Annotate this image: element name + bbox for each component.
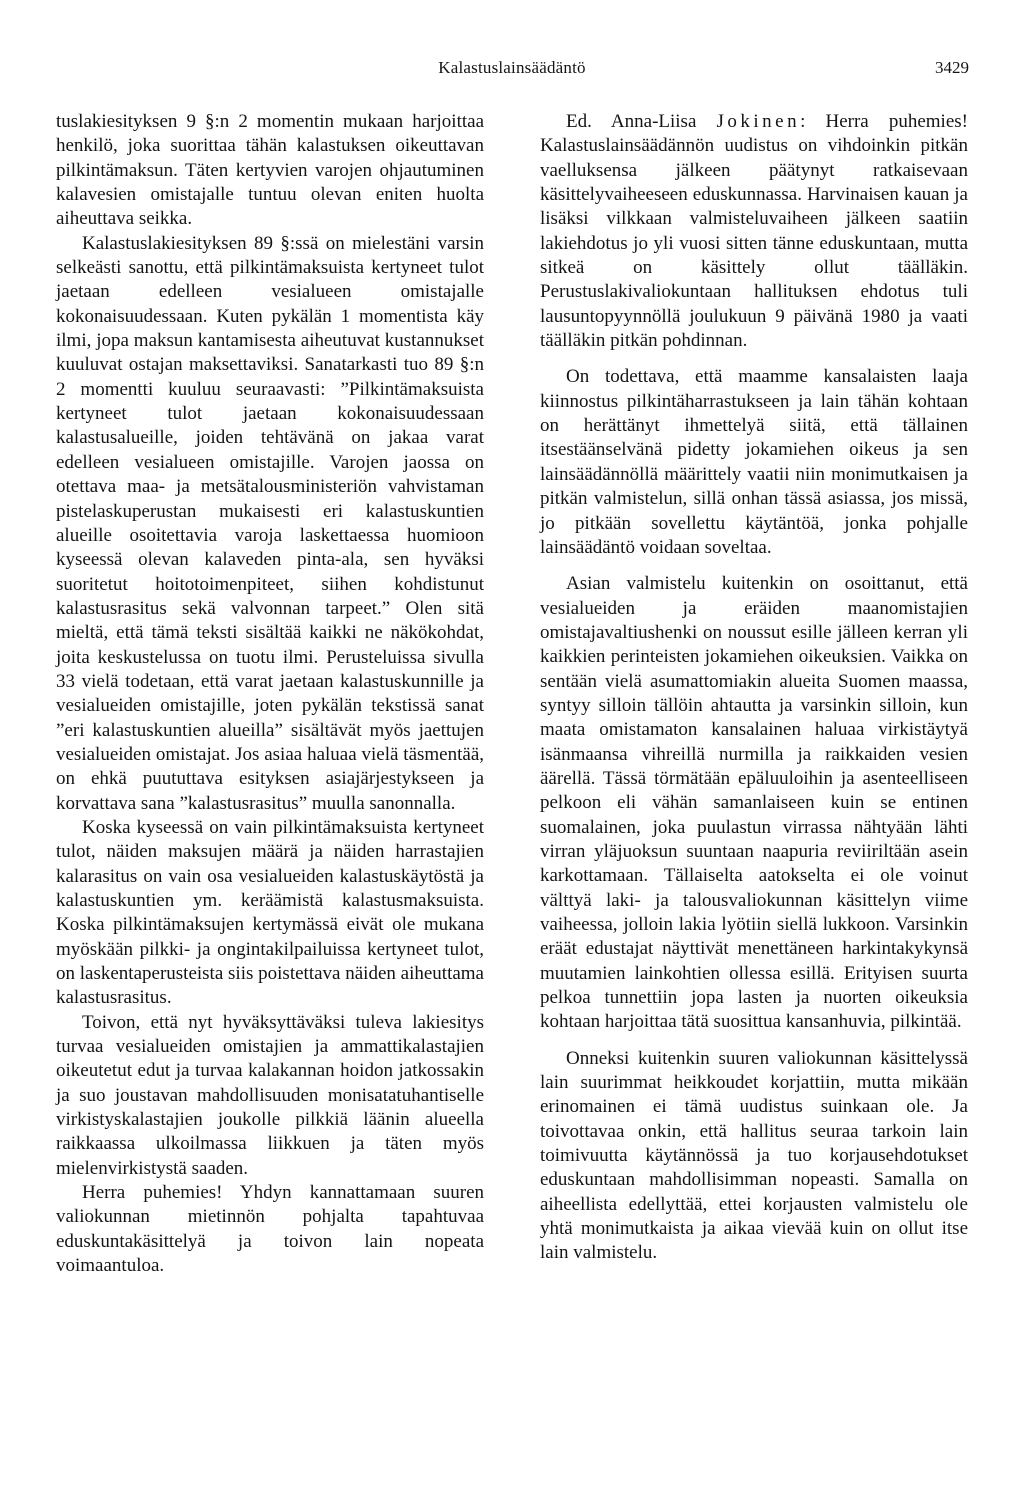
paragraph: Asian valmistelu kuitenkin on osoittanut, että vesialueiden ja eräiden maanomistajien omistajavaltiushenki on noussut esille jälleen kerran yli kaikkien perinteisten jokamiehen oikeuksien. Vaikka on sentään vielä asumattomiakin alueita Suomen maassa, syntyy silloin tällöin ahtautta ja varsinkin silloin, kun maata omistamaton kansalainen haluaa virkistäytyä isänmaansa vihreillä nurmilla ja raikkaiden vesien äärellä. Tässä törmätään epäluuloihin ja asenteelliseen pelkoon eli vähän samanlaiseen kuin se entinen suomalainen, joka puulastun virrassa nähtyään lähti virran yläjuoksun suuntaan naapuria reviiriltään asein karkottamaan. Tällaiselta aatokselta ei ole voinut välttyä laki- ja talousvaliokunnan käsittelyn viime vaiheessa, jolloin lakia lyötiin siellä lukkoon. Varsinkin eräät edustajat näyttivät menettäneen harkintakykynsä muutamien lainkohtien ollessa esillä. Erityisen suurta pelkoa tunnettiin jopa lasten ja nuorten oikeuksia kohtaan harjoittaa tätä suosittua kansanhuvia, pilkintää. [540, 573, 968, 1033]
left-column [56, 110, 484, 1279]
right-column [540, 110, 968, 1266]
paragraph: Koska kyseessä on vain pilkintämaksuista kertyneet tulot, näiden maksujen määrä ja näiden harrastajien kalarasitus on vain osa vesialueiden kalastuskäytöstä ja kalastuskuntien ym. keräämistä kalastusmaksuista. Koska pilkintämaksujen kertymässä eivät ole mukana myöskään pilkki- ja ongintakilpailuissa kertyneet tulot, on laskentaperusteista siis poistettava näiden aiheuttama kalastusrasitus. [56, 816, 484, 1009]
paragraph: Kalastuslakiesityksen 89 §:ssä on mielestäni varsin selkeästi sanottu, että pilkintämaksuista kertyneet tulot jaetaan edelleen vesialueen omistajalle kokonaisuudessaan. Kuten pykälän 1 momentista käy ilmi, jopa maksun kantamisesta aiheutuvat kustannukset kuuluvat ostajan maksettaviksi. Sanatarkasti tuo 89 §:n 2 momentti kuuluu seuraavasti: ”Pilkintämaksuista kertyneet tulot jaetaan kokonaisuudessaan kalastusalueille, joiden tehtävänä on jakaa varat edelleen vesialueen omistajille. Varojen jaossa on otettava maa- ja metsätalousministeriön vahvistaman pistelaskuperustan mukaisesti eri kalastuskuntien alueille osoitettavia varoja laskettaessa huomioon kyseessä olevan kalaveden pinta-ala, sen hyväksi suoritetut hoitotoimenpiteet, siihen kohdistunut kalastusrasitus sekä valvonnan tarpeet.” Olen sitä mieltä, että tämä teksti sisältää kaikki ne näkökohdat, joita keskustelussa on tuotu ilmi. Perusteluissa sivulla 33 vielä todetaan, että varat jaetaan kalastuskunnille ja vesialueiden omistajille, joten pykälän tekstissä sanat ”eri kalastuskuntien alueilla” sisältävät myös jaettujen vesialueiden omistajat. Jos asiaa haluaa vielä täsmentää, on ehkä puututtava esityksen asiajärjestykseen ja korvattava sana ”kalastusrasitus” muulla sanonnalla. [56, 232, 484, 814]
paragraph: On todettava, että maamme kansalaisten laaja kiinnostus pilkintäharrastukseen ja lain tähän kohtaan on herättänyt ihmettelyä siitä, että tällainen itsestäänselvänä pidetty jokamiehen oikeus ja sen lainsäädännöllä määrittely vaatii niin monimutkaisen ja pitkän valmistelun, sillä onhan tässä asiassa, jos missä, jo pitkään sovellettu käytäntöä, jonka pohjalle lainsäädäntö voidaan soveltaa. [540, 366, 968, 558]
speaker-prefix: Ed. Anna-Liisa [566, 111, 717, 132]
running-header [0, 58, 1024, 82]
speech-opening-paragraph [540, 110, 968, 353]
speaker-surname: Jokinen [716, 111, 801, 132]
paragraph: Toivon, että nyt hyväksyttäväksi tuleva lakiesitys turvaa vesialueiden omistajien ja ammattikalastajien oikeutetut edut ja turvaa kalakannan hoidon jatkossakin ja suo joustavan mahdollisuuden monisatatuhantiselle virkistyskalastajien joukolle pilkkiä läänin alueella raikkaassa ulkoilmassa liikkuen ja täten myös mielenvirkistystä saaden. [56, 1011, 484, 1179]
paragraph: Onneksi kuitenkin suuren valiokunnan käsittelyssä lain suurimmat heikkoudet korjattiin, mutta mikään erinomainen ei tämä uudistus suinkaan ole. Ja toivottavaa onkin, että hallitus seuraa tarkoin lain toimivuutta käytännössä ja tuo korjausehdotukset eduskuntaan mahdollisimman nopeasti. Samalla on aiheellista edellyttää, ettei korjausten valmistelu ole yhtä monimutkaista ja aikaa vievää kuin on ollut itse lain valmistelu. [540, 1047, 968, 1264]
speech-text: : Herra puhemies! Kalastuslainsäädännön uudistus on vihdoinkin pitkän vaelluksensa jälkeen päätynyt ratkaisevaan käsittelyvaiheeseen eduskunnassa. Harvinaisen kauan ja lisäksi vilkkaan valmisteluvaiheen jälkeen saatiin lakiehdotus jo yli vuosi sitten tänne eduskuntaan, mutta sitkeä on käsittely ollut täälläkin. Perustuslakivaliokuntaan hallituksen ehdotus tuli lausuntopyynnöllä joulukuun 9 päivänä 1980 ja vaati täälläkin pitkän pohdinnan. [540, 111, 968, 352]
paragraph-continued: tuslakiesityksen 9 §:n 2 momentin mukaan harjoittaa henkilö, joka suorittaa tähän kalastuksen oikeuttavan pilkintämaksun. Täten kertyvien varojen ohjautuminen kalavesien omistajalle tuntuu olevan eniten huolta aiheuttava seikka. [56, 111, 484, 230]
page-number: 3429 [935, 58, 969, 77]
running-title: Kalastuslainsäädäntö [438, 58, 586, 77]
paragraph: Herra puhemies! Yhdyn kannattamaan suuren valiokunnan mietinnön pohjalta tapahtuvaa eduskuntakäsittelyä ja toivon lain nopeata voimaantuloa. [56, 1182, 484, 1277]
